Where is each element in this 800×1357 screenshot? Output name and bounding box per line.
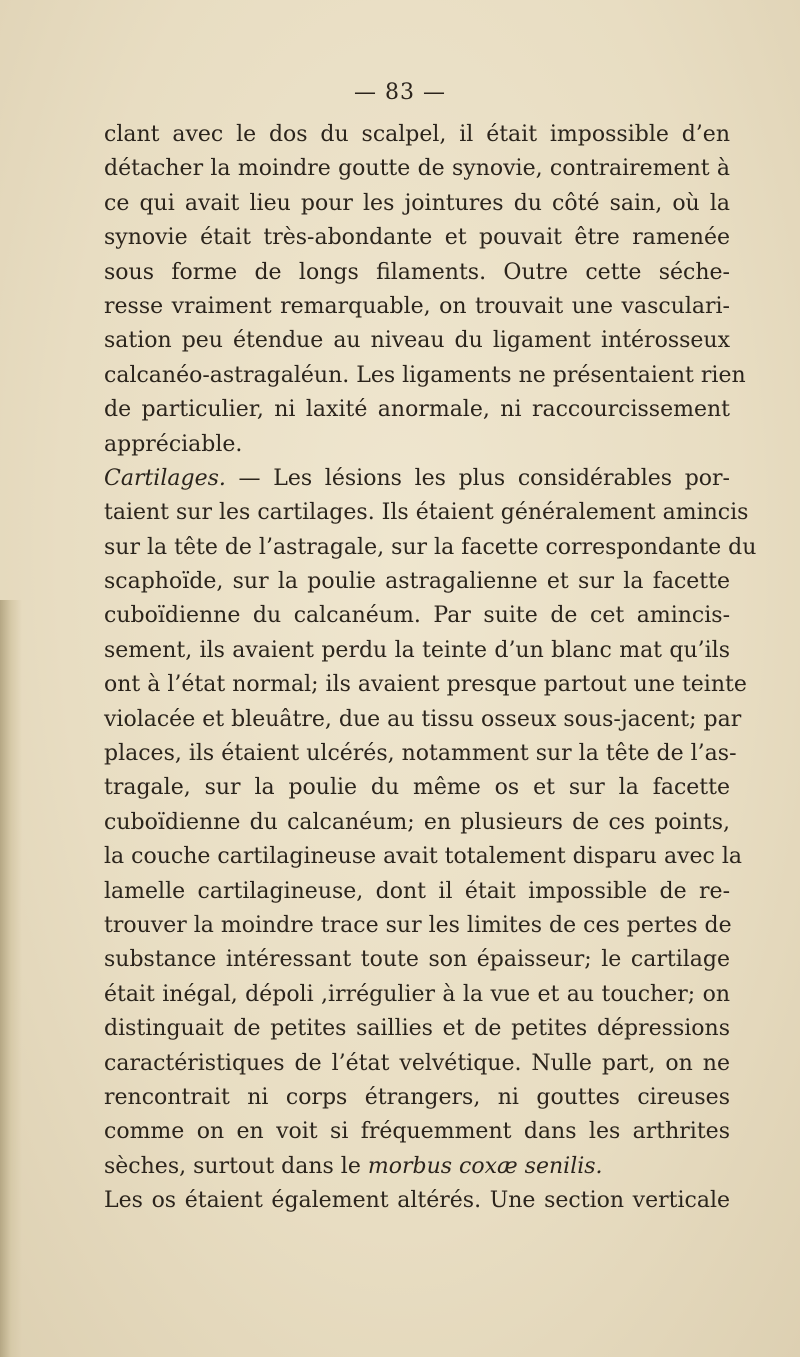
text-line xyxy=(104,531,757,565)
text-run: tragale, sur la poulie du même os et sur la facette xyxy=(104,775,730,801)
text-run: de particulier, ni laxité anormale, ni raccourcissement xyxy=(104,397,730,423)
text-run: resse vraiment remarquable, on trouvait une vasculari- xyxy=(104,293,730,319)
text-line xyxy=(104,909,730,943)
text-run: cuboïdienne du calcanéum; en plusieurs de ces points, xyxy=(104,809,730,835)
text-line xyxy=(104,1150,730,1184)
text-line xyxy=(104,393,730,427)
text-run: scaphoïde, sur la poulie astragalienne et sur la facette xyxy=(104,569,730,595)
text-run: comme on en voit si fréquemment dans les arthrites xyxy=(104,1119,730,1145)
text-line xyxy=(104,1047,730,1081)
text-run: substance intéressant toute son épaisseur; le cartilage xyxy=(104,947,730,973)
text-run: lamelle cartilagineuse, dont il était impossible de re- xyxy=(104,878,730,904)
text-run: ce qui avait lieu pour les jointures du côté sain, où la xyxy=(104,190,730,216)
text-line xyxy=(104,1081,730,1115)
text-run: — Les lésions les plus considérables por- xyxy=(225,465,730,491)
page-edge-shadow xyxy=(0,600,22,1357)
text-line xyxy=(104,187,730,221)
text-line xyxy=(104,771,730,805)
text-line xyxy=(104,806,730,840)
text-line xyxy=(104,118,730,152)
text-run: sur la tête de l’astragale, sur la facette correspondante du xyxy=(104,534,757,560)
text-line xyxy=(104,943,730,977)
text-run: détacher la moindre goutte de synovie, contrairement à xyxy=(104,156,730,182)
text-run: clant avec le dos du scalpel, il était impossible d’en xyxy=(104,122,730,147)
text-line xyxy=(104,462,730,496)
text-line xyxy=(104,668,747,702)
text-line xyxy=(104,1115,730,1149)
text-line xyxy=(104,428,730,462)
text-run: sèches, surtout dans le xyxy=(104,1153,368,1179)
text-run: Les os étaient également altérés. Une section verticale xyxy=(104,1188,730,1214)
text-line xyxy=(104,1012,730,1046)
italic-text: morbus coxæ senilis. xyxy=(367,1153,603,1179)
text-line xyxy=(104,634,730,668)
text-run: la couche cartilagineuse avait totalement disparu avec la xyxy=(104,844,742,870)
text-run: caractéristiques de l’état velvétique. Nulle part, on ne xyxy=(104,1050,730,1076)
text-run: cuboïdienne du calcanéum. Par suite de cet amincis- xyxy=(104,603,730,629)
text-run: sation peu étendue au niveau du ligament intérosseux xyxy=(104,328,730,354)
text-line xyxy=(104,565,730,599)
text-line xyxy=(104,875,730,909)
text-line xyxy=(104,359,746,393)
text-run: synovie était très-abondante et pouvait être ramenée xyxy=(104,225,730,251)
text-run: taient sur les cartilages. Ils étaient généralement amincis xyxy=(104,500,749,526)
italic-text: Cartilages. xyxy=(104,465,226,491)
text-line xyxy=(104,152,730,186)
text-run: ont à l’état normal; ils avaient presque partout une teinte xyxy=(104,672,747,698)
text-line xyxy=(104,978,730,1012)
text-line xyxy=(104,840,742,874)
text-line xyxy=(104,256,730,290)
text-line xyxy=(104,324,730,358)
text-run: distinguait de petites saillies et de petites dépressions xyxy=(104,1016,730,1042)
text-run: trouver la moindre trace sur les limites de ces pertes de xyxy=(104,912,732,938)
text-run: places, ils étaient ulcérés, notamment sur la tête de l’as- xyxy=(104,741,737,767)
text-line xyxy=(104,1184,730,1218)
text-run: sement, ils avaient perdu la teinte d’un blanc mat qu’ils xyxy=(104,637,730,663)
text-line xyxy=(104,599,730,633)
page-number: — 83 — xyxy=(354,80,446,105)
text-run: était inégal, dépoli ,irrégulier à la vue et au toucher; on xyxy=(104,981,730,1007)
text-run: appréciable. xyxy=(104,431,243,457)
text-line xyxy=(104,703,742,737)
body-text xyxy=(104,118,757,1219)
text-line xyxy=(104,290,730,324)
text-line xyxy=(104,221,730,255)
text-line xyxy=(104,737,737,771)
text-run: calcanéo-astragaléun. Les ligaments ne présentaient rien xyxy=(104,362,746,388)
text-run: violacée et bleuâtre, due au tissu osseux sous-jacent; par xyxy=(104,706,742,732)
text-run: sous forme de longs filaments. Outre cette séche- xyxy=(104,259,730,285)
text-line xyxy=(104,496,749,530)
text-run: rencontrait ni corps étrangers, ni gouttes cireuses xyxy=(104,1084,730,1110)
